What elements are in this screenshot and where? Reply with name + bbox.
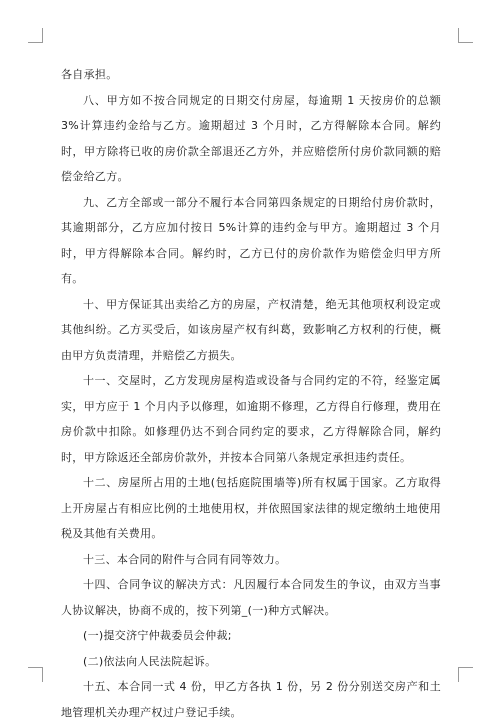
paragraph-clause-10: 十、甲方保证其出卖给乙方的房屋，产权清楚，绝无其他项权利设定或其他纠纷。乙方买受后，如该房屋产权有纠葛，致影响乙方权利的行使，概由甲方负责清理，并赔偿乙方损失。 [61,297,441,362]
paragraph-clause-8: 八、甲方如不按合同规定的日期交付房屋，每逾期 1 天按房价的总额 3%计算违约金给与乙方。逾期超过 3 个月时，乙方得解除本合同。解约时，甲方除将已收的房价款全部退还乙方外，并应赔偿所付房价款同额的赔偿金给乙方。 [61,93,441,183]
paragraph-clause-11: 十一、交屋时，乙方发现房屋构造或设备与合同约定的不符，经鉴定属实，甲方应于 1 个月内予以修理，如逾期不修理，乙方得自行修理，费用在房价款中扣除。如修理仍达不到合同约定的要求，乙方得解除合同，解约时，甲方除返还全部房价款外，并按本合同第八条规定承担违约责任。 [61,374,441,464]
crop-mark-bottom-left [28,667,43,682]
paragraph-clause-12: 十二、房屋所占用的土地(包括庭院围墙等)所有权属于国家。乙方取得上开房屋占有相应比例的土地使用权，并依照国家法律的规定缴纳土地使用税及其他有关费用。 [61,476,441,540]
paragraph-option-2: (二)依法向人民法院起诉。 [83,654,217,668]
document-body [61,62,441,725]
crop-mark-top-left [28,28,43,43]
paragraph-option-1: (一)提交济宁仲裁委员会仲裁; [83,629,232,642]
paragraph-clause-9: 九、乙方全部或一部分不履行本合同第四条规定的日期给付房价款时，其逾期部分，乙方应加付按日 5%计算的违约金与甲方。逾期超过 3 个月时，甲方得解除本合同。解约时，乙方已付的房价款作为赔偿金归甲方所有。 [61,195,441,285]
crop-mark-bottom-right [458,667,473,682]
paragraph-continuation: 各自承担。 [61,68,118,81]
crop-mark-top-right [458,28,473,43]
paragraph-clause-14: 十四、合同争议的解决方式：凡因履行本合同发生的争议，由双方当事人协议解决，协商不成的，按下列第_(一)种方式解决。 [61,578,441,617]
paragraph-clause-13: 十三、本合同的附件与合同有同等效力。 [83,552,287,566]
paragraph-clause-15: 十五、本合同一式 4 份，甲乙方各执 1 份，另 2 份分别送交房产和土地管理机关办理产权过户登记手续。 [61,680,441,719]
